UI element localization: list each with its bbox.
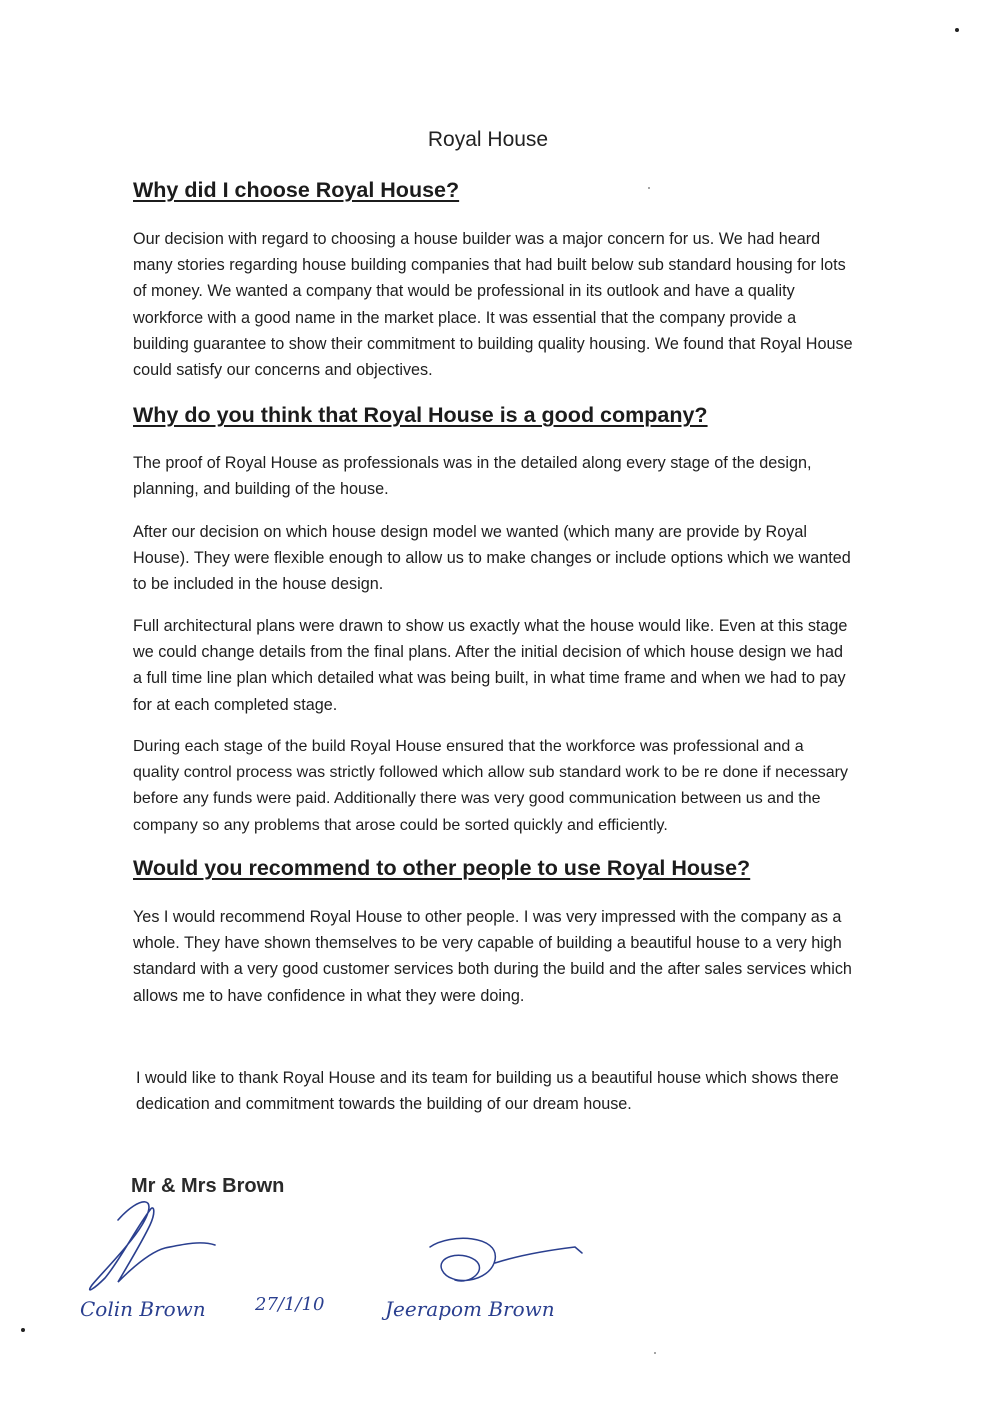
left-signature-name-and-date	[75, 1288, 355, 1328]
scan-speck	[648, 187, 650, 189]
signoff-names: Mr & Mrs Brown	[131, 1175, 285, 1197]
svg-text:Jeerapom Brown: Jeerapom Brown	[385, 1297, 555, 1321]
paragraph-why-choose: Our decision with regard to choosing a house builder was a major concern for us. We had heard many stories regarding house building companies that had built below sub standard housing for lots of money. We wanted a company that would be professional in its outlook and have a quality workforce with a good name in the market place. It was essential that the company provide a building guarantee to show their commitment to building quality housing. We found that Royal House could satisfy our concerns and objectives.	[133, 230, 853, 380]
paragraph-design-model: After our decision on which house design model we wanted (which many are provide by Royal House). They were flexible enough to allow us to make changes or include options which we wanted to be included in the house design.	[133, 523, 851, 594]
section-heading-why-choose: Why did I choose Royal House?	[133, 178, 460, 202]
scan-speck	[955, 28, 959, 32]
left-signature-scribble	[80, 1190, 260, 1300]
left-signature-date: 27/1/10	[255, 1294, 325, 1315]
scan-speck	[21, 1328, 25, 1332]
right-signature-name	[380, 1288, 640, 1328]
paragraph-proof: The proof of Royal House as professionals was in the detailed along every stage of the design, planning, and building of the house.	[133, 454, 812, 499]
paragraph-plans: Full architectural plans were drawn to show us exactly what the house would like. Even at this stage we could change details from the final plans. After the initial decision of which house design we had a full time line plan which detailed what was being built, in what time frame and when we had to pay for at each completed stage.	[133, 617, 848, 714]
section-heading-recommend: Would you recommend to other people to use Royal House?	[133, 856, 751, 880]
document-title: Royal House	[427, 128, 549, 151]
right-signature-scribble	[400, 1225, 600, 1295]
section-heading-good-company: Why do you think that Royal House is a good company?	[133, 403, 708, 427]
paragraph-recommend: Yes I would recommend Royal House to other people. I was very impressed with the company as a whole. They have shown themselves to be very capable of building a beautiful house to a very high standard with a very good customer services both during the build and the after sales services which allows me to have confidence in what they were doing.	[133, 908, 852, 1005]
scan-speck	[654, 1352, 656, 1354]
paragraph-build-stage: During each stage of the build Royal House ensured that the workforce was professional and a quality control process was strictly followed which allow sub standard work to be re done if necessary before any funds were paid. Additionally there was very good communication between us and the company so any problems that arose could be sorted quickly and efficiently.	[133, 738, 848, 834]
closing-paragraph: I would like to thank Royal House and its team for building us a beautiful house which shows there dedication and commitment towards the building of our dream house.	[136, 1069, 839, 1114]
left-signature-name: Colin Brown	[80, 1297, 206, 1321]
